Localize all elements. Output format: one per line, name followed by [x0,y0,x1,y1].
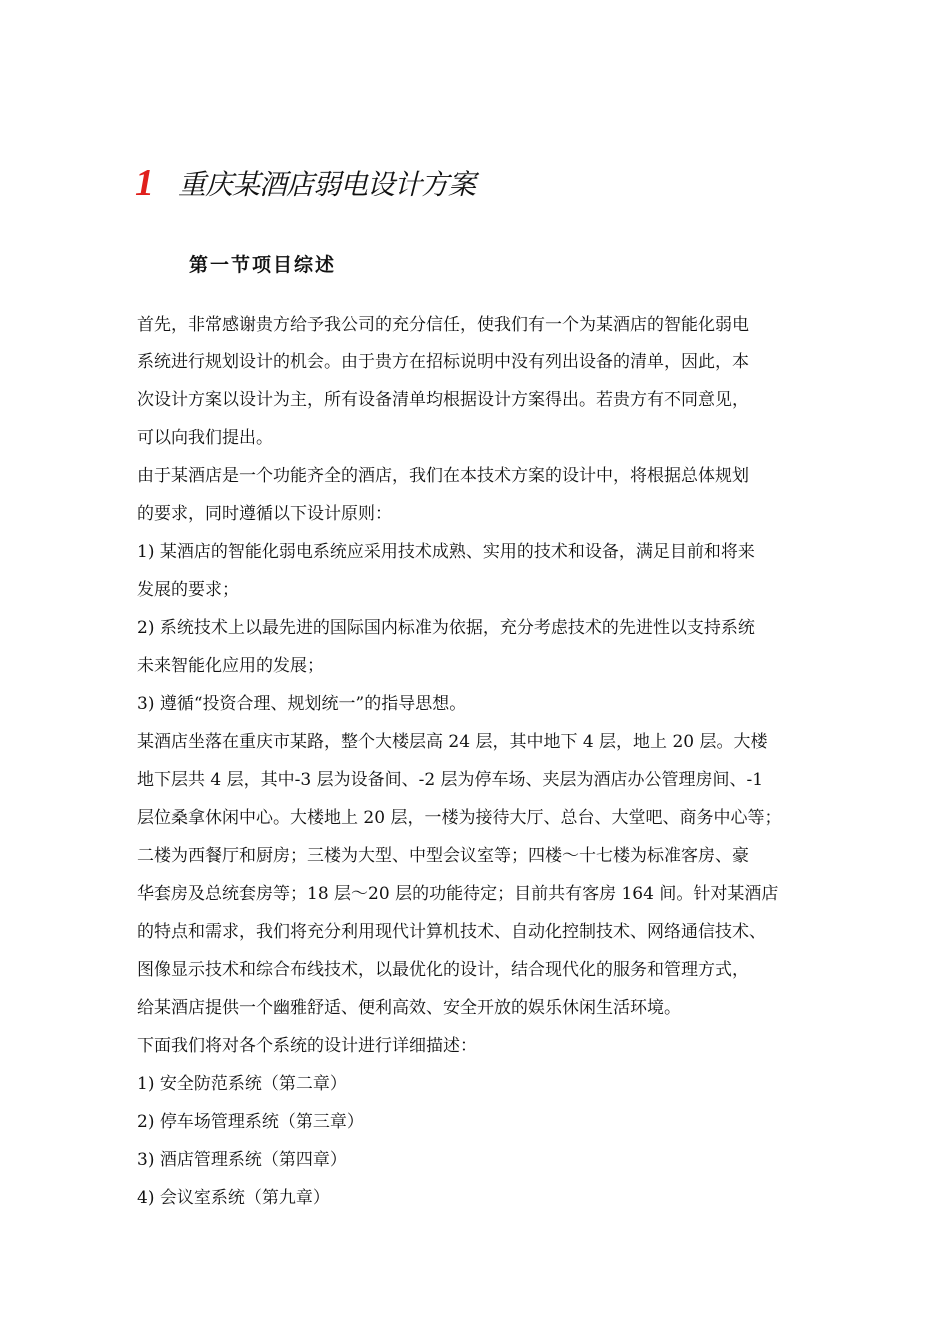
paragraph-line: 二楼为西餐厅和厨房；三楼为大型、中型会议室等；四楼～十七楼为标准客房、豪 [137,846,749,866]
principle-line: 2) 系统技术上以最先进的国际国内标准为依据，充分考虑技术的先进性以支持系统 [137,618,755,638]
principle-line: 未来智能化应用的发展； [137,656,324,676]
paragraph-line: 图像显示技术和综合布线技术，以最优化的设计，结合现代化的服务和管理方式， [137,960,749,980]
paragraph-line: 华套房及总统套房等；18 层～20 层的功能待定；目前共有客房 164 间。针对某酒店 [137,884,779,904]
system-list-item: 4) 会议室系统（第九章） [137,1188,330,1208]
paragraph-line: 次设计方案以设计为主，所有设备清单均根据设计方案得出。若贵方有不同意见， [137,390,749,410]
paragraph-line: 的要求，同时遵循以下设计原则： [137,504,392,524]
paragraph-line: 地下层共 4 层，其中-3 层为设备间、-2 层为停车场、夹层为酒店办公管理房间、-1 [137,770,764,790]
principle-line: 1) 某酒店的智能化弱电系统应采用技术成熟、实用的技术和设备，满足目前和将来 [137,542,755,562]
principle-line: 3) 遵循“投资合理、规划统一”的指导思想。 [137,694,467,714]
chapter-heading [135,158,475,208]
section-heading: 第一节项目综述 [189,254,337,276]
paragraph-line: 给某酒店提供一个幽雅舒适、便利高效、安全开放的娱乐休闲生活环境。 [137,998,681,1018]
paragraph-line: 层位桑拿休闲中心。大楼地上 20 层，一楼为接待大厅、总台、大堂吧、商务中心等； [137,808,782,828]
chapter-title: 重庆某酒店弱电设计方案 [178,168,476,201]
paragraph-line: 的特点和需求，我们将充分利用现代计算机技术、自动化控制技术、网络通信技术、 [137,922,766,942]
paragraph-line: 由于某酒店是一个功能齐全的酒店，我们在本技术方案的设计中，将根据总体规划 [137,466,749,486]
system-list-item: 2) 停车场管理系统（第三章） [137,1112,364,1132]
paragraph-line: 下面我们将对各个系统的设计进行详细描述： [137,1036,477,1056]
system-list-item: 1) 安全防范系统（第二章） [137,1074,347,1094]
paragraph-line: 某酒店坐落在重庆市某路，整个大楼层高 24 层，其中地下 4 层，地上 20 层。大楼 [137,732,768,752]
principle-line: 发展的要求； [137,580,239,600]
chapter-number: 1 [135,162,154,204]
paragraph-line: 系统进行规划设计的机会。由于贵方在招标说明中没有列出设备的清单，因此，本 [137,352,749,372]
paragraph-line: 可以向我们提出。 [137,428,273,448]
paragraph-line: 首先，非常感谢贵方给予我公司的充分信任，使我们有一个为某酒店的智能化弱电 [137,315,749,335]
system-list-item: 3) 酒店管理系统（第四章） [137,1150,347,1170]
